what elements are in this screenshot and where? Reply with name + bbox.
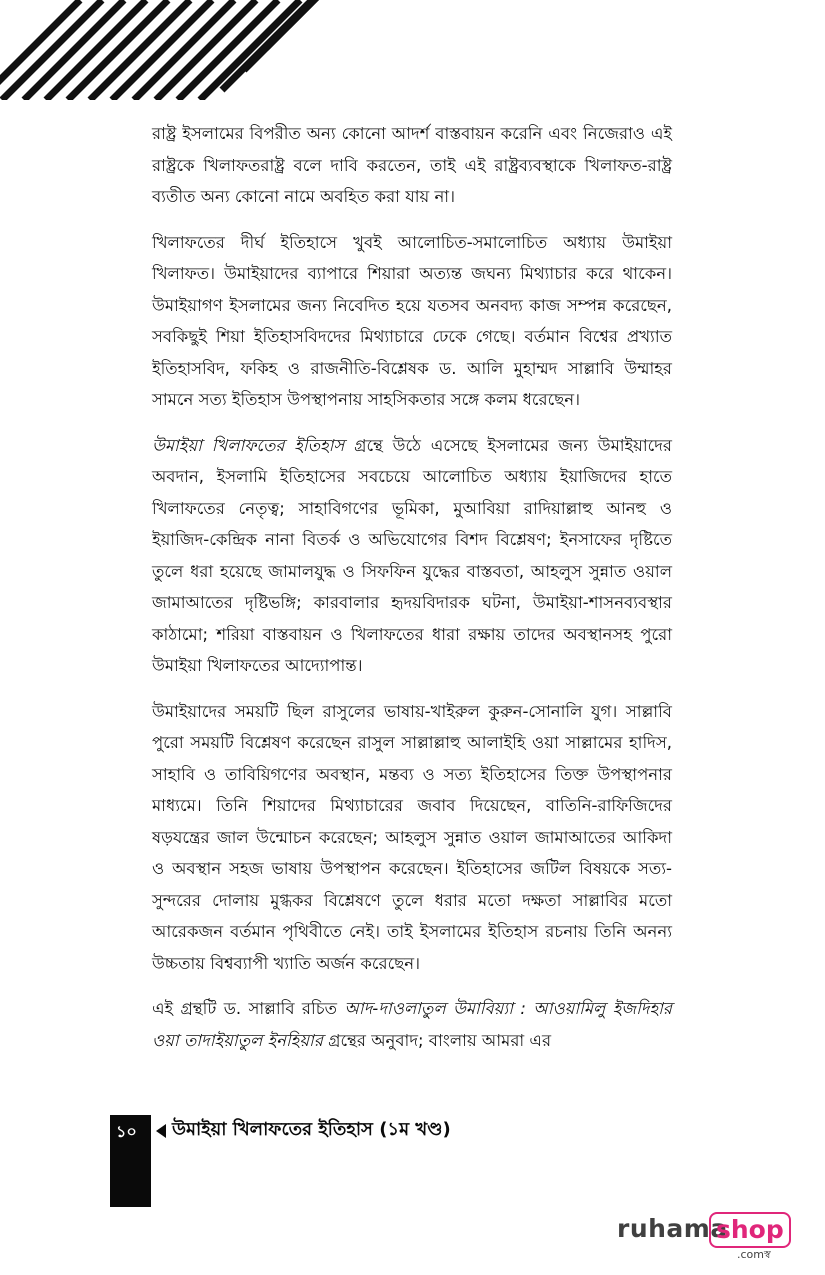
original-title-italic: আদ-দাওলাতুল উমাবিয়্যা : আওয়ামিলু ইজদিহার ওয়া তাদাইয়াতুল ইনহিয়ার xyxy=(152,999,672,1050)
logo-box: shop xyxy=(709,1212,791,1248)
running-title-text: উমাইয়া খিলাফতের ইতিহাস (১ম খণ্ড) xyxy=(172,1119,451,1140)
paragraph-2: খিলাফতের দীর্ঘ ইতিহাসে খুবই আলোচিত-সমালোচিত অধ্যায় উমাইয়া খিলাফত। উমাইয়াদের ব্যাপারে শিয়ারা অত্যন্ত জঘন্য মিথ্যাচার করে থাকেন। উমাইয়াগণ ইসলামের জন্য নিবেদিত হয়ে যতসব অনবদ্য কাজ সম্পন্ন করেছেন, সবকিছুই শিয়া ইতিহাসবিদদের মিথ্যাচারে ঢেকে গেছে। বর্তমান বিশ্বের প্রখ্যাত ইতিহাসবিদ, ফকিহ ও রাজনীতি-বিশ্লেষক ড. আলি মুহাম্মদ সাল্লাবি উম্মাহর সামনে সত্য ইতিহাস উপস্থাপনায় সাহসিকতার সঙ্গে কলম ধরেছেন। xyxy=(152,232,672,409)
paragraph-5-start: এই গ্রন্থটি ড. সাল্লাবি রচিত xyxy=(152,999,345,1018)
paragraph-3 xyxy=(152,430,672,682)
paragraph-4: উমাইয়াদের সময়টি ছিল রাসুলের ভাষায়-খাইরুল কুরুন-সোনালি যুগ। সাল্লাবি পুরো সময়টি বিশ্লেষণ করেছেন রাসুল সাল্লাল্লাহু আলাইহি ওয়া সাল্লামের হাদিস, সাহাবি ও তাবিয়িগণের অবস্থান, মন্তব্য ও সত্য ইতিহাসের তিক্ত উপস্থাপনার মাধ্যমে। তিনি শিয়াদের মিথ্যাচারের জবাব দিয়েছেন, বাতিনি-রাফিজিদের ষড়যন্ত্রের জাল উন্মোচন করেছেন; আহলুস সুন্নাত ওয়াল জামাআতের আকিদা ও অবস্থান সহজ ভাষায় উপস্থাপন করেছেন। ইতিহাসের জটিল বিষয়কে সত্য-সুন্দরের দোলায় মুগ্ধকর বিশ্লেষণে তুলে ধরার মতো দক্ষতা সাল্লাবির মতো আরেকজন বর্তমান পৃথিবীতে নেই। তাই ইসলামের ইতিহাস রচনায় তিনি অনন্য উচ্চতায় বিশ্বব্যাপী খ্যাতি অর্জন করেছেন। xyxy=(152,701,672,973)
left-triangle-icon xyxy=(156,1124,166,1138)
body-text xyxy=(152,118,672,1070)
paragraph-5 xyxy=(152,993,672,1056)
paragraph-5-end: গ্রন্থের অনুবাদ; বাংলায় আমরা এর xyxy=(322,1030,552,1050)
running-title xyxy=(156,1115,451,1146)
decorative-stripes xyxy=(0,0,360,100)
paragraph-3-text: গ্রন্থে উঠে এসেছে ইসলামের জন্য উমাইয়াদের অবদান, ইসলামি ইতিহাসের সবচেয়ে আলোচিত অধ্যায় ইয়াজিদের হাতে খিলাফতের নেতৃত্ব; সাহাবিগণের ভূমিকা, মুআবিয়া রাদিয়াল্লাহু আনহু ও ইয়াজিদ-কেন্দ্রিক নানা বিতর্ক ও অভিযোগের বিশদ বিশ্লেষণ; ইনসাফের দৃষ্টিতে তুলে ধরা হয়েছে জামালযুদ্ধ ও সিফফিন যুদ্ধের বাস্তবতা, আহলুস সুন্নাত ওয়াল জামাআতের দৃষ্টিভঙ্গি; কারবালার হৃদয়বিদারক ঘটনা, উমাইয়া-শাসনব্যবস্থার কাঠামো; শরিয়া বাস্তবায়ন ও খিলাফতের ধারা রক্ষায় তাদের অবস্থানসহ পুরো উমাইয়া খিলাফতের আদ্যোপান্ত। xyxy=(152,435,672,675)
logo-sub: .comস্ব xyxy=(737,1248,771,1261)
paragraph-1: রাষ্ট্র ইসলামের বিপরীত অন্য কোনো আদর্শ বাস্তবায়ন করেনি এবং নিজেরাও এই রাষ্ট্রকে খিলাফতরাষ্ট্র বলে দাবি করতেন, তাই এই রাষ্ট্রব্যবস্থাকে খিলাফত-রাষ্ট্র ব্যতীত অন্য কোনো নামে অবহিত করা যায় না। xyxy=(152,124,672,206)
logo-word: ruhama xyxy=(617,1214,728,1243)
ruhamashop-logo xyxy=(617,1212,787,1262)
book-title-italic: উমাইয়া খিলাফতের ইতিহাস xyxy=(152,435,345,455)
page-number: ১০ xyxy=(116,1122,137,1141)
